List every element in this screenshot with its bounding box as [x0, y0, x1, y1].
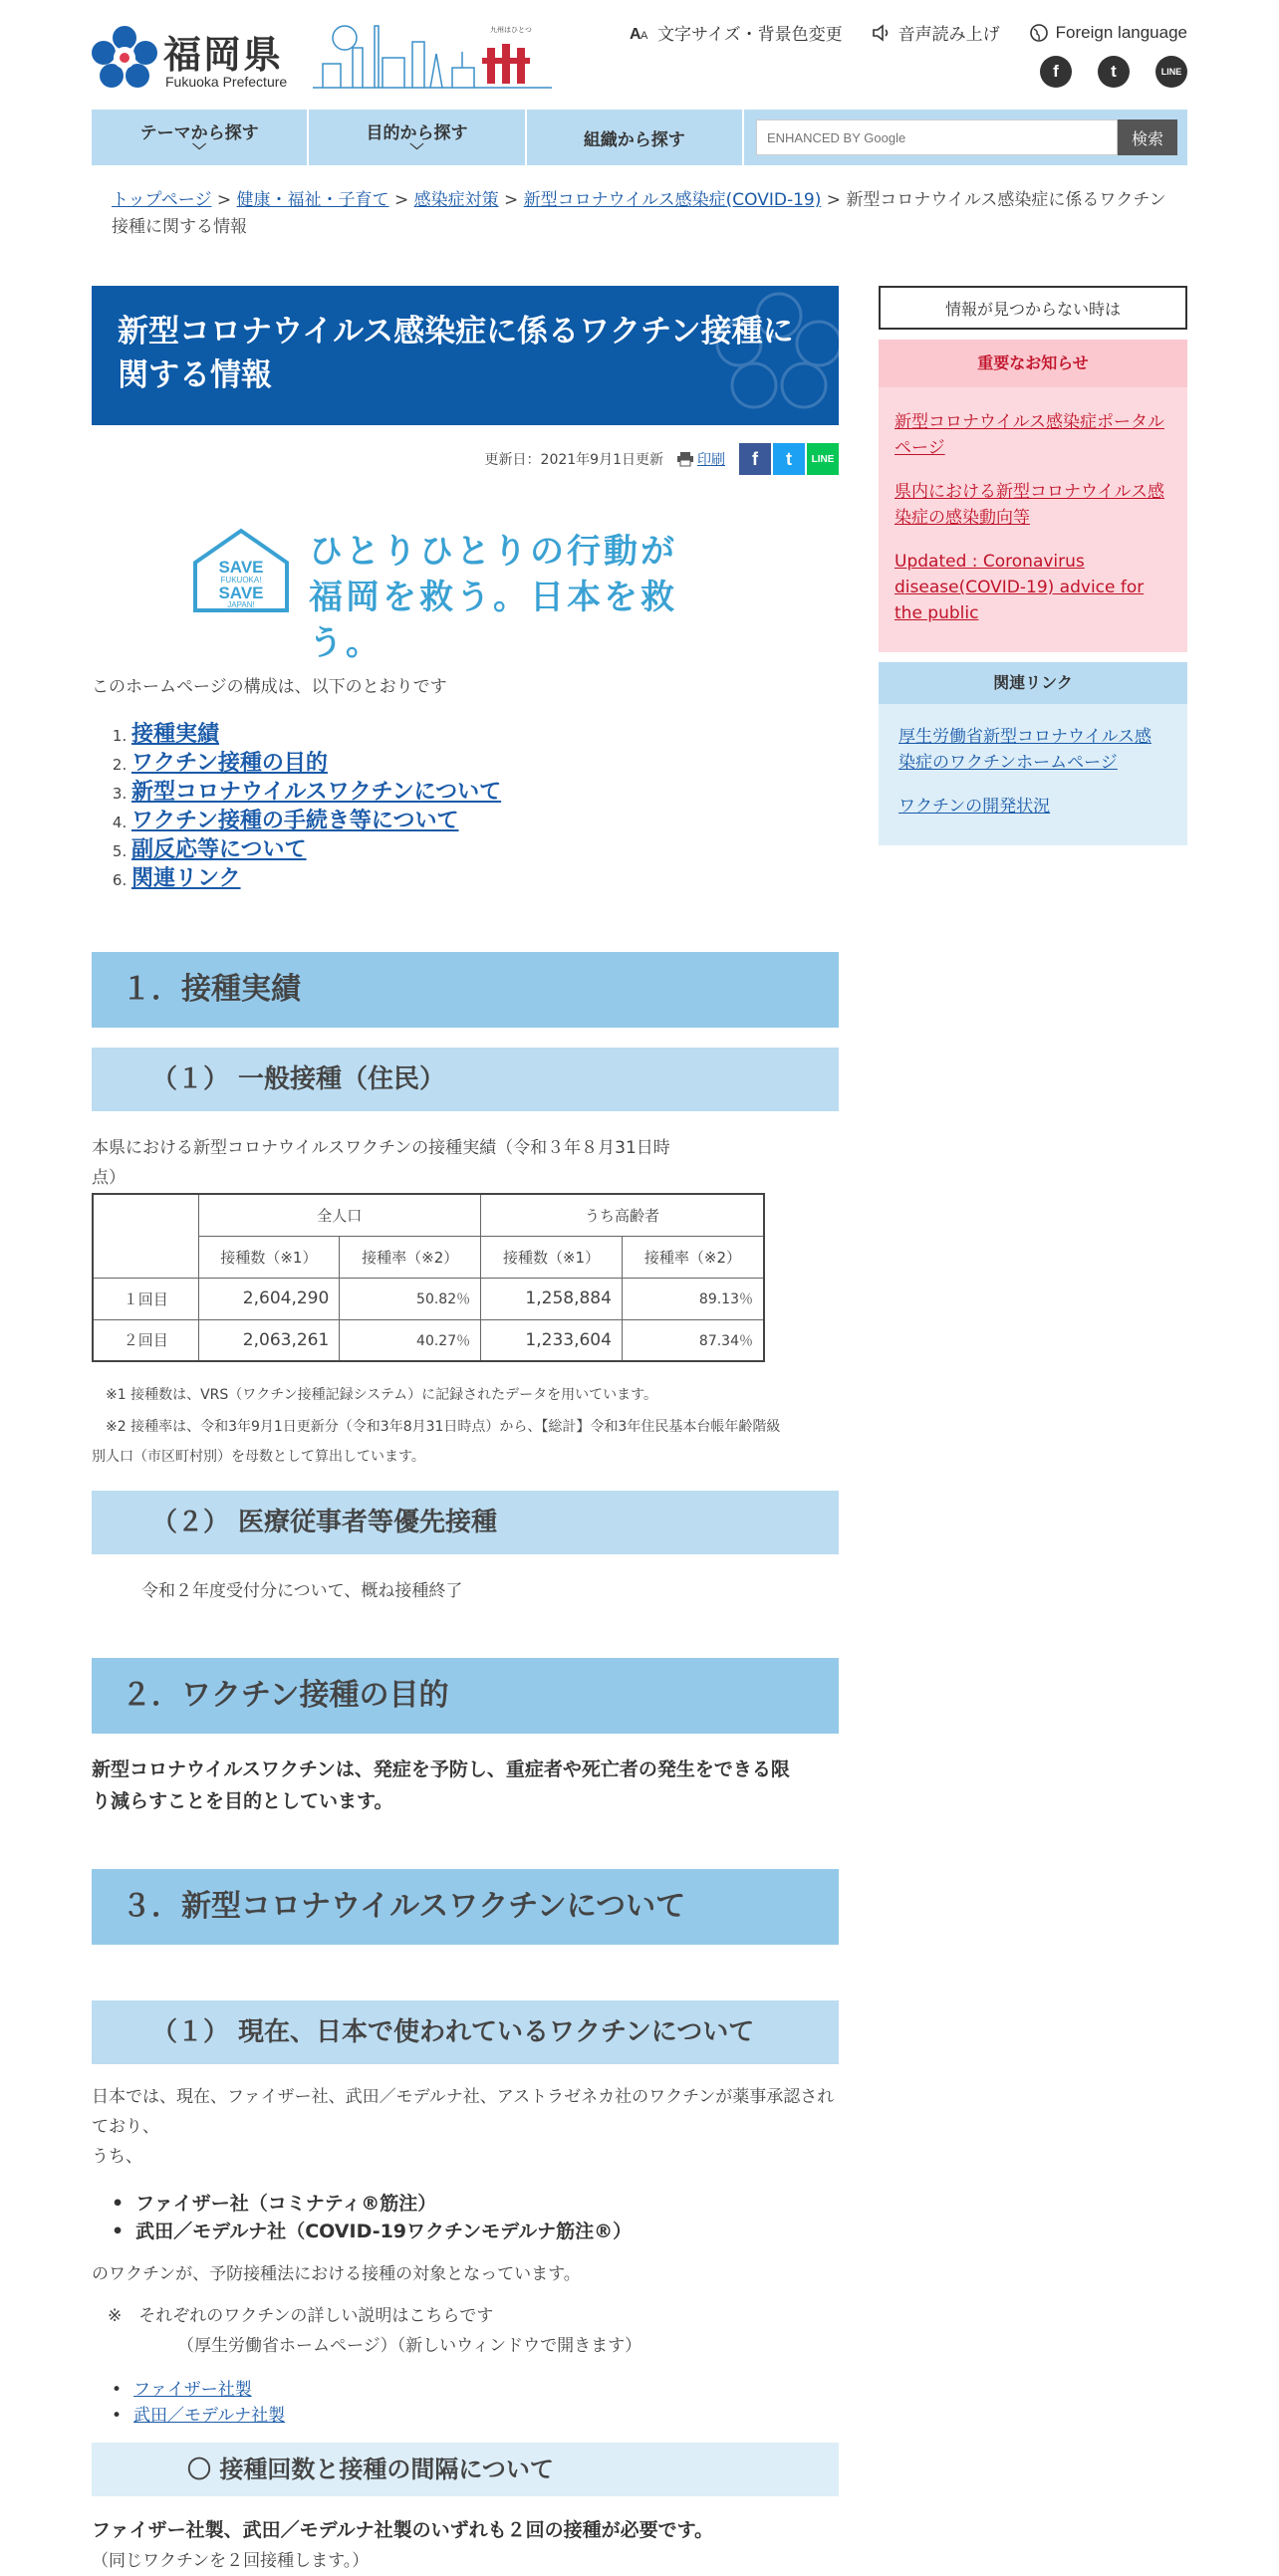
vaccination-results-table [92, 1193, 765, 1362]
section-heading-vaccine: ３．新型コロナウイルスワクチンについて [92, 1869, 839, 1945]
save-fukuoka-banner[interactable] [191, 527, 749, 663]
subsection-heading-general: （１） 一般接種（住民） [92, 1048, 839, 1111]
text-size-icon [630, 22, 651, 44]
nav-theme-label: テーマから探す [139, 122, 259, 143]
vaccines-intro: 日本では、現在、ファイザー社、武田／モデルナ社、アストラゼネカ社のワクチンが薬事承認されており、 うち、 [92, 2087, 835, 2167]
table-col-header: 接種数（※1） [481, 1236, 623, 1278]
svg-text:SAVE: SAVE [218, 584, 264, 602]
notice-link-portal[interactable]: 新型コロナウイルス感染症ポータルページ [895, 412, 1164, 458]
related-link-development[interactable]: ワクチンの開発状況 [898, 797, 1051, 817]
nav-purpose-label: 目的から探す [366, 122, 468, 143]
sidebar [879, 286, 1187, 845]
table-notes: ※1 接種数は、VRS（ワクチン接種記録システム）に記録されたデータを用いています。 ※2 接種率は、令和3年9月1日更新分（令和3年8月31日時点）から、【総計】令和3年住民基本台帳年齢階級 別人口（市区町村別）を母数として算出しています。 [92, 1387, 781, 1465]
section-heading-purpose: ２．ワクチン接種の目的 [92, 1658, 839, 1734]
svg-text:JAPAN!: JAPAN! [227, 600, 255, 609]
globe-icon [1028, 22, 1050, 44]
logo-japanese: 福岡県 [163, 32, 284, 77]
breadcrumb-current: 新型コロナウイルス感染症に係るワクチン接種に関する情報 [112, 190, 1166, 237]
site-header [92, 16, 1187, 96]
table-group-header: 全人口 [198, 1194, 481, 1236]
line-icon[interactable]: LINE [1155, 56, 1187, 88]
subsection-heading-medical: （２） 医療従事者等優先接種 [92, 1491, 839, 1554]
nav-purpose[interactable] [309, 110, 526, 165]
search-button[interactable]: 検索 [1118, 119, 1177, 155]
global-nav [92, 110, 1187, 165]
breadcrumb-health[interactable]: 健康・福祉・子育て [236, 190, 389, 210]
social-links [1040, 56, 1187, 88]
related-link-mhlw[interactable]: 厚生労働省新型コロナウイルス感染症のワクチンホームページ [898, 727, 1151, 773]
vaccines-target-text: のワクチンが、予防接種法における接種の対象となっています。 [92, 2264, 581, 2284]
foreign-language-label: Foreign language [1055, 22, 1187, 42]
table-corner [93, 1194, 198, 1278]
site-search [744, 110, 1187, 165]
twitter-icon[interactable]: t [1098, 56, 1130, 88]
breadcrumb-top[interactable]: トップページ [112, 190, 212, 210]
table-col-header: 接種数（※1） [198, 1236, 340, 1278]
share-buttons [739, 443, 839, 475]
chevron-down-icon: ﹀ [409, 142, 424, 159]
vaccine-links [112, 2377, 839, 2429]
list-item: • ファイザー社（コミナティ®筋注） [112, 2190, 839, 2218]
intro-text: このホームページの構成は、以下のとおりです [92, 677, 447, 697]
list-item [112, 2377, 839, 2403]
related-links-box [879, 662, 1187, 845]
logo-english: Fukuoka Prefecture [165, 74, 288, 90]
breadcrumb: トップページ > 健康・福祉・子育て > 感染症対策 > 新型コロナウイルス感染症(COVID-19) > 新型コロナウイルス感染症に係るワクチン接種に関する情報 [112, 190, 1166, 237]
table-col-header: 接種率（※2） [622, 1236, 764, 1278]
moderna-link[interactable]: 武田／モデルナ社製 [133, 2406, 286, 2426]
voice-reading-label: 音声読み上げ [897, 25, 1000, 44]
dose-requirement: ファイザー社製、武田／モデルナ社製のいずれも２回の接種が必要です。 [92, 2519, 714, 2541]
plum-blossom-icon [92, 26, 157, 88]
related-title: 関連リンク [879, 662, 1187, 704]
speaker-icon [871, 22, 893, 44]
table-col-header: 接種率（※2） [340, 1236, 481, 1278]
main-content [92, 286, 839, 2576]
text-size-label: 文字サイズ・背景色変更 [657, 25, 843, 44]
subsection-heading-current-vaccines: （１） 現在、日本で使われているワクチンについて [92, 2000, 839, 2064]
dose-note: （同じワクチンを２回接種します。） [92, 2551, 370, 2571]
vaccine-list [112, 2190, 839, 2245]
facebook-share-icon[interactable]: f [739, 443, 771, 475]
printer-icon [677, 452, 693, 466]
table-row: １回目 2,604,290 50.82％ 1,258,884 89.13％ [93, 1278, 764, 1319]
chevron-down-icon: ﹀ [192, 142, 207, 159]
toc-item: 5. 副反応等について [131, 836, 839, 865]
pfizer-link[interactable]: ファイザー社製 [133, 2380, 252, 2400]
text-size-link[interactable] [630, 20, 843, 45]
nav-theme[interactable] [92, 110, 309, 165]
foreign-language-link[interactable] [1028, 20, 1187, 45]
svg-text:九州はひとつ: 九州はひとつ [490, 26, 532, 34]
not-found-button[interactable]: 情報が見つからない時は [879, 286, 1187, 330]
vaccine-detail-note: ※ それぞれのワクチンの詳しい説明はこちらです （厚生労働省ホームページ）（新しいウィンドウで開きます） [108, 2306, 642, 2356]
utility-links [630, 20, 1187, 45]
nav-organization[interactable] [527, 110, 744, 165]
toc-item: 3. 新型コロナウイルスワクチンについて [131, 779, 839, 808]
svg-text:FUKUOKA!: FUKUOKA! [220, 576, 262, 585]
medical-status: 令和２年度受付分について、概ね接種終了 [141, 1581, 463, 1601]
related-links [879, 704, 1187, 845]
purpose-text: 新型コロナウイルスワクチンは、発症を予防し、重症者や死亡者の発生をできる限 り減らすことを目的としています。 [92, 1758, 790, 1812]
notice-links [879, 387, 1187, 652]
twitter-share-icon[interactable]: t [773, 443, 805, 475]
site-logo[interactable] [92, 22, 301, 92]
city-illustration-icon [313, 18, 552, 90]
list-item: • 武田／モデルナ社（COVID-19ワクチンモデルナ筋注®） [112, 2218, 839, 2245]
toc-item: 1. 接種実績 [131, 721, 839, 750]
updated-date: 更新日：2021年9月1日更新 [484, 452, 663, 468]
banner-text: ひとりひとりの行動が 福岡を救う。日本を救う。 [309, 532, 677, 663]
notice-link-english[interactable]: Updated : Coronavirus disease(COVID-19) advice for the public [895, 552, 1145, 623]
meta-row [92, 443, 839, 475]
table-caption: 本県における新型コロナウイルスワクチンの接種実績（令和３年８月31日時 点） [92, 1138, 670, 1188]
print-link[interactable] [677, 449, 725, 469]
save-house-icon [191, 527, 291, 614]
list-item [112, 2403, 839, 2429]
subheading-dose-interval: 〇 接種回数と接種の間隔について [92, 2443, 839, 2496]
table-of-contents [131, 721, 839, 894]
important-notice-box [879, 340, 1187, 652]
svg-text:SAVE: SAVE [218, 558, 264, 577]
notice-link-trends[interactable]: 県内における新型コロナウイルス感染症の感染動向等 [895, 482, 1164, 528]
toc-item: 6. 関連リンク [131, 865, 839, 894]
nav-organization-label: 組織から探す [583, 129, 685, 150]
breadcrumb-infection[interactable]: 感染症対策 [413, 190, 499, 210]
search-input[interactable] [756, 119, 1118, 155]
toc-item: 4. ワクチン接種の手続き等について [131, 808, 839, 836]
svg-text:A: A [630, 25, 641, 43]
print-label[interactable]: 印刷 [697, 452, 725, 468]
voice-reading-link[interactable] [871, 20, 1000, 45]
breadcrumb-covid[interactable]: 新型コロナウイルス感染症(COVID-19) [523, 190, 822, 210]
section-heading-results: １．接種実績 [92, 952, 839, 1028]
facebook-icon[interactable]: f [1040, 56, 1072, 88]
table-group-header: うち高齢者 [481, 1194, 764, 1236]
table-row: ２回目 2,063,261 40.27％ 1,233,604 87.34％ [93, 1319, 764, 1361]
plum-decoration-icon [659, 286, 849, 425]
toc-item: 2. ワクチン接種の目的 [131, 750, 839, 779]
page-title [92, 286, 839, 425]
notice-title: 重要なお知らせ [879, 340, 1187, 387]
page-title-text: 新型コロナウイルス感染症に係るワクチン接種に関する情報 [118, 314, 794, 393]
line-share-icon[interactable]: LINE [807, 443, 839, 475]
svg-text:A: A [640, 29, 648, 42]
